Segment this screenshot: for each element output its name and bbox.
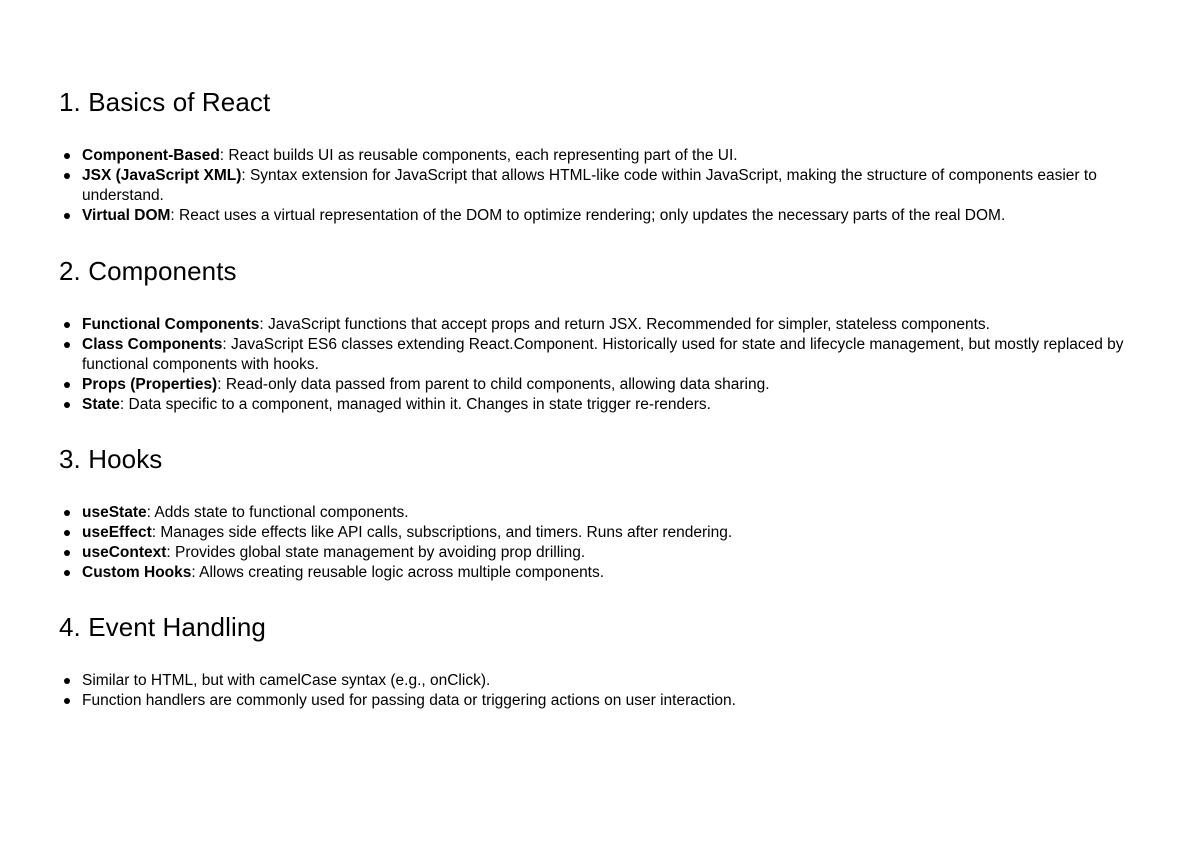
list-item-term: Props (Properties) bbox=[82, 376, 218, 393]
bullet-dot-icon bbox=[64, 570, 70, 576]
list-item bbox=[59, 335, 1149, 375]
list-item-term: Component-Based bbox=[82, 147, 220, 164]
bullet-list bbox=[59, 671, 1149, 711]
list-item-term: Virtual DOM bbox=[82, 207, 171, 224]
section-components bbox=[59, 255, 1149, 413]
list-item bbox=[59, 206, 1149, 226]
list-item-text: : Provides global state management by avoiding prop drilling. bbox=[166, 544, 586, 561]
list-item bbox=[59, 166, 1149, 206]
list-item-text: : JavaScript ES6 classes extending React.Component. Historically used for state and lifecycle management, but mostly replaced by functional components with hooks. bbox=[82, 336, 1124, 373]
bullet-dot-icon bbox=[64, 698, 70, 704]
list-item bbox=[59, 691, 1149, 711]
list-item-term: State bbox=[82, 396, 120, 413]
bullet-list bbox=[59, 315, 1149, 415]
bullet-dot-icon bbox=[64, 382, 70, 388]
bullet-dot-icon bbox=[64, 530, 70, 536]
list-item bbox=[59, 503, 1149, 523]
list-item bbox=[59, 395, 1149, 415]
section-hooks bbox=[59, 443, 1149, 581]
list-item-text: : Read-only data passed from parent to child components, allowing data sharing. bbox=[217, 376, 770, 393]
section-basics-of-react bbox=[59, 86, 1149, 224]
list-item-term: useEffect bbox=[82, 524, 152, 541]
list-item-text: : Manages side effects like API calls, subscriptions, and timers. Runs after rendering. bbox=[151, 524, 733, 541]
bullet-dot-icon bbox=[64, 678, 70, 684]
list-item-term: useState bbox=[82, 504, 147, 521]
bullet-dot-icon bbox=[64, 510, 70, 516]
list-item-term: Custom Hooks bbox=[82, 564, 192, 581]
bullet-dot-icon bbox=[64, 402, 70, 408]
list-item-text: : Syntax extension for JavaScript that allows HTML-like code within JavaScript, making the structure of components easier to understand. bbox=[82, 167, 1097, 204]
list-item bbox=[59, 315, 1149, 335]
list-item-term: Class Components bbox=[82, 336, 223, 353]
list-item bbox=[59, 543, 1149, 563]
list-item bbox=[59, 563, 1149, 583]
bullet-list bbox=[59, 146, 1149, 226]
list-item-text: : Adds state to functional components. bbox=[146, 504, 409, 521]
list-item-text: : JavaScript functions that accept props and return JSX. Recommended for simpler, stateless components. bbox=[259, 316, 990, 333]
bullet-dot-icon bbox=[64, 322, 70, 328]
section-heading: 1. Basics of React bbox=[59, 87, 271, 117]
list-item bbox=[59, 523, 1149, 543]
bullet-dot-icon bbox=[64, 342, 70, 348]
section-heading: 2. Components bbox=[59, 256, 237, 286]
list-item-text: : Data specific to a component, managed within it. Changes in state trigger re-renders. bbox=[119, 396, 711, 413]
list-item bbox=[59, 146, 1149, 166]
section-heading: 4. Event Handling bbox=[59, 612, 266, 642]
list-item bbox=[59, 375, 1149, 395]
list-item-term: useContext bbox=[82, 544, 167, 561]
bullet-dot-icon bbox=[64, 550, 70, 556]
list-item bbox=[59, 671, 1149, 691]
section-event-handling bbox=[59, 611, 1149, 709]
list-item-text: : Allows creating reusable logic across multiple components. bbox=[191, 564, 605, 581]
bullet-list bbox=[59, 503, 1149, 583]
section-heading: 3. Hooks bbox=[59, 444, 163, 474]
list-item-text: Function handlers are commonly used for passing data or triggering actions on user interaction. bbox=[82, 692, 736, 709]
bullet-dot-icon bbox=[64, 213, 70, 219]
list-item-term: JSX (JavaScript XML) bbox=[82, 167, 242, 184]
bullet-dot-icon bbox=[64, 153, 70, 159]
list-item-term: Functional Components bbox=[82, 316, 260, 333]
list-item-text: : React uses a virtual representation of the DOM to optimize rendering; only updates the necessary parts of the real DOM. bbox=[170, 207, 1006, 224]
list-item-text: Similar to HTML, but with camelCase syntax (e.g., onClick). bbox=[82, 672, 491, 689]
bullet-dot-icon bbox=[64, 173, 70, 179]
list-item-text: : React builds UI as reusable components, each representing part of the UI. bbox=[219, 147, 738, 164]
